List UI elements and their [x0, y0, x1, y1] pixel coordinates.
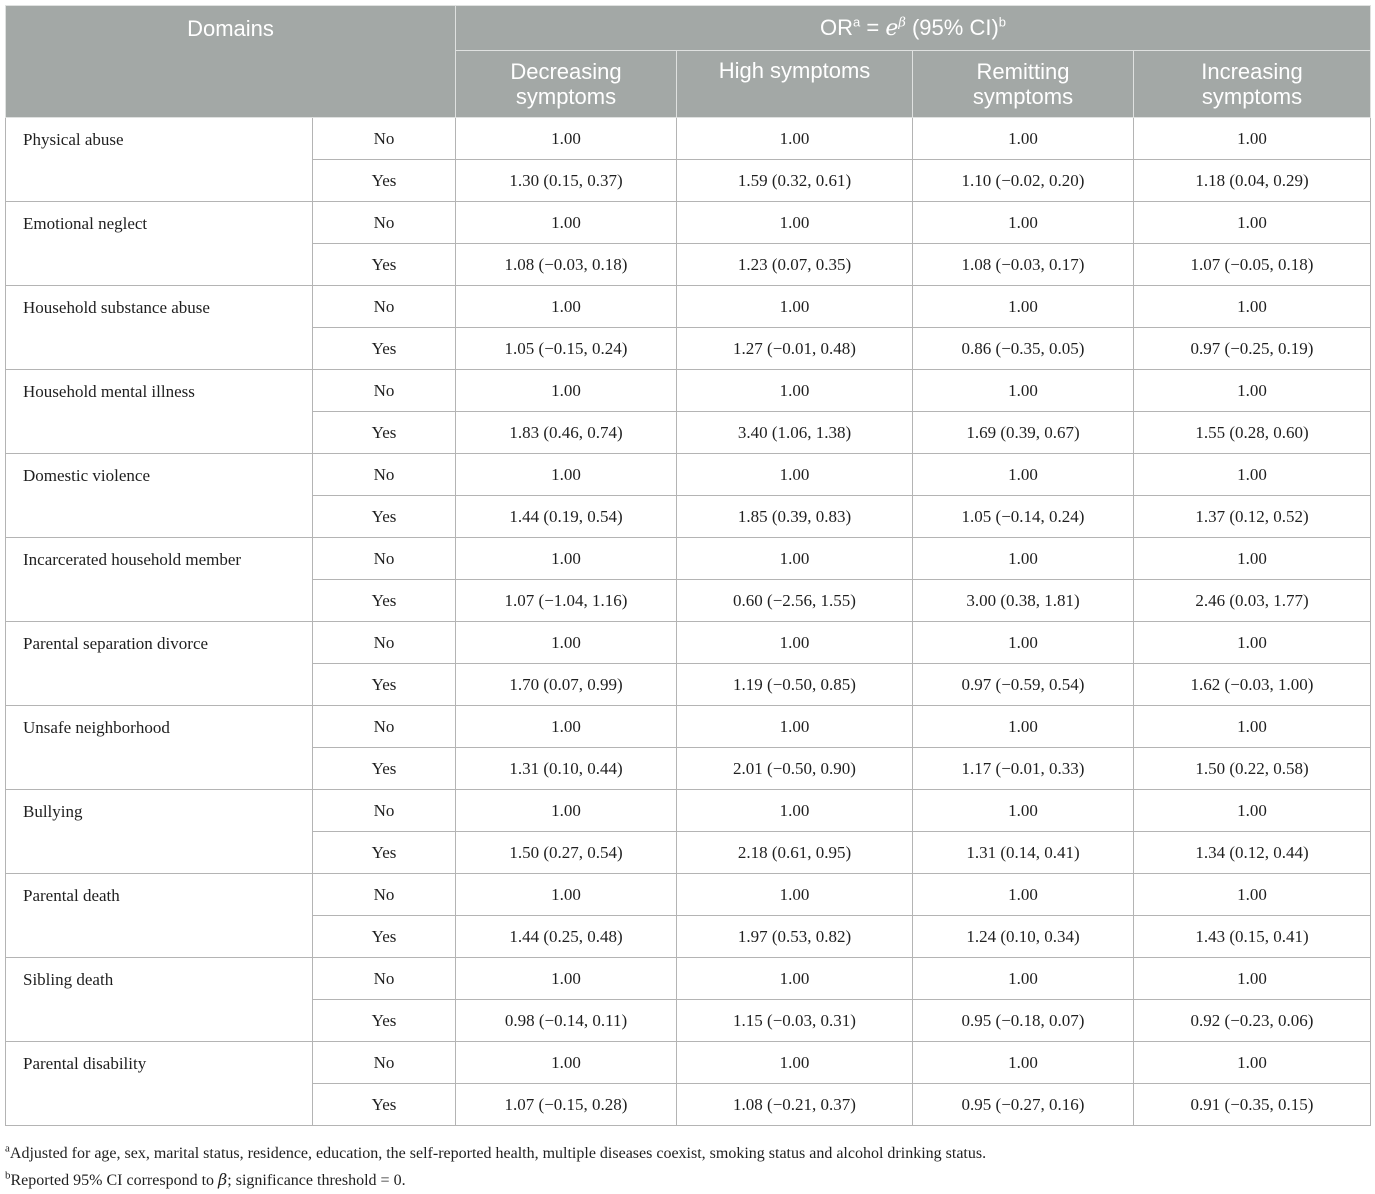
yes-value-cell: 1.97 (0.53, 0.82)	[677, 916, 913, 958]
yes-value-cell: 1.08 (−0.21, 0.37)	[677, 1084, 913, 1126]
no-value-cell: 1.00	[456, 706, 677, 748]
yes-value-cell: 1.23 (0.07, 0.35)	[677, 244, 913, 286]
yes-value-cell: 0.92 (−0.23, 0.06)	[1134, 1000, 1371, 1042]
col-header-decreasing: Decreasing symptoms	[456, 51, 677, 118]
no-value-cell: 1.00	[1134, 622, 1371, 664]
no-value-cell: 1.00	[456, 370, 677, 412]
table-row	[6, 370, 1371, 412]
domain-label: Incarcerated household member	[6, 538, 313, 622]
yes-value-cell: 1.07 (−1.04, 1.16)	[456, 580, 677, 622]
footnote-b-beta: β	[218, 1170, 228, 1189]
odds-ratio-table	[5, 5, 1371, 1126]
yes-value-cell: 1.08 (−0.03, 0.18)	[456, 244, 677, 286]
yes-value-cell: 1.59 (0.32, 0.61)	[677, 160, 913, 202]
no-label: No	[313, 1042, 456, 1084]
no-value-cell: 1.00	[1134, 454, 1371, 496]
yes-value-cell: 1.69 (0.39, 0.67)	[913, 412, 1134, 454]
yes-label: Yes	[313, 664, 456, 706]
no-value-cell: 1.00	[677, 370, 913, 412]
yes-value-cell: 2.18 (0.61, 0.95)	[677, 832, 913, 874]
domain-label: Unsafe neighborhood	[6, 706, 313, 790]
yes-value-cell: 1.10 (−0.02, 0.20)	[913, 160, 1134, 202]
yes-label: Yes	[313, 496, 456, 538]
or-e: e	[885, 16, 899, 41]
table-row	[6, 118, 1371, 160]
no-label: No	[313, 538, 456, 580]
or-footnote-mark-a: a	[853, 14, 861, 30]
or-header	[456, 6, 1371, 51]
or-ci: (95% CI)	[905, 15, 999, 40]
yes-value-cell: 0.95 (−0.18, 0.07)	[913, 1000, 1134, 1042]
domain-label: Emotional neglect	[6, 202, 313, 286]
no-label: No	[313, 286, 456, 328]
yes-value-cell: 1.24 (0.10, 0.34)	[913, 916, 1134, 958]
yes-value-cell: 1.31 (0.14, 0.41)	[913, 832, 1134, 874]
no-label: No	[313, 370, 456, 412]
yes-value-cell: 1.55 (0.28, 0.60)	[1134, 412, 1371, 454]
yes-value-cell: 1.19 (−0.50, 0.85)	[677, 664, 913, 706]
yes-value-cell: 1.50 (0.27, 0.54)	[456, 832, 677, 874]
yes-label: Yes	[313, 832, 456, 874]
no-value-cell: 1.00	[456, 286, 677, 328]
yes-value-cell: 2.01 (−0.50, 0.90)	[677, 748, 913, 790]
yes-value-cell: 0.60 (−2.56, 1.55)	[677, 580, 913, 622]
no-value-cell: 1.00	[1134, 706, 1371, 748]
yes-value-cell: 0.86 (−0.35, 0.05)	[913, 328, 1134, 370]
no-value-cell: 1.00	[677, 118, 913, 160]
yes-label: Yes	[313, 1084, 456, 1126]
domain-label: Bullying	[6, 790, 313, 874]
no-value-cell: 1.00	[1134, 874, 1371, 916]
no-value-cell: 1.00	[677, 874, 913, 916]
or-label: OR	[820, 15, 853, 40]
yes-value-cell: 0.91 (−0.35, 0.15)	[1134, 1084, 1371, 1126]
no-label: No	[313, 790, 456, 832]
yes-value-cell: 1.70 (0.07, 0.99)	[456, 664, 677, 706]
yes-value-cell: 1.44 (0.25, 0.48)	[456, 916, 677, 958]
domain-label: Household substance abuse	[6, 286, 313, 370]
yes-value-cell: 0.97 (−0.25, 0.19)	[1134, 328, 1371, 370]
yes-value-cell: 1.08 (−0.03, 0.17)	[913, 244, 1134, 286]
no-value-cell: 1.00	[1134, 118, 1371, 160]
yes-value-cell: 1.18 (0.04, 0.29)	[1134, 160, 1371, 202]
no-value-cell: 1.00	[913, 454, 1134, 496]
no-value-cell: 1.00	[456, 874, 677, 916]
no-value-cell: 1.00	[1134, 370, 1371, 412]
yes-value-cell: 1.27 (−0.01, 0.48)	[677, 328, 913, 370]
col-header-increasing: Increasing symptoms	[1134, 51, 1371, 118]
table-row	[6, 538, 1371, 580]
no-value-cell: 1.00	[913, 370, 1134, 412]
or-beta: β	[898, 15, 906, 31]
yes-value-cell: 1.05 (−0.15, 0.24)	[456, 328, 677, 370]
no-value-cell: 1.00	[913, 202, 1134, 244]
table-row	[6, 790, 1371, 832]
table-row	[6, 454, 1371, 496]
no-value-cell: 1.00	[677, 202, 913, 244]
no-value-cell: 1.00	[1134, 790, 1371, 832]
yes-value-cell: 1.15 (−0.03, 0.31)	[677, 1000, 913, 1042]
yes-value-cell: 1.83 (0.46, 0.74)	[456, 412, 677, 454]
domain-label: Domestic violence	[6, 454, 313, 538]
domain-label: Sibling death	[6, 958, 313, 1042]
footnote-a-text: Adjusted for age, sex, marital status, residence, education, the self-reported health, multiple diseases coexist, smoking status and alcohol drinking status.	[9, 1145, 987, 1162]
no-label: No	[313, 622, 456, 664]
yes-label: Yes	[313, 244, 456, 286]
no-value-cell: 1.00	[913, 622, 1134, 664]
no-value-cell: 1.00	[456, 118, 677, 160]
yes-value-cell: 1.50 (0.22, 0.58)	[1134, 748, 1371, 790]
no-value-cell: 1.00	[456, 202, 677, 244]
no-value-cell: 1.00	[456, 1042, 677, 1084]
yes-value-cell: 0.97 (−0.59, 0.54)	[913, 664, 1134, 706]
yes-label: Yes	[313, 1000, 456, 1042]
table-row	[6, 622, 1371, 664]
footnote-a	[5, 1142, 987, 1163]
or-footnote-mark-b: b	[998, 14, 1007, 30]
no-value-cell: 1.00	[913, 118, 1134, 160]
no-value-cell: 1.00	[677, 286, 913, 328]
domain-label: Physical abuse	[6, 118, 313, 202]
no-value-cell: 1.00	[677, 538, 913, 580]
footnote-b-text-2: ; significance threshold = 0.	[227, 1172, 406, 1189]
yes-value-cell: 1.43 (0.15, 0.41)	[1134, 916, 1371, 958]
yes-value-cell: 3.40 (1.06, 1.38)	[677, 412, 913, 454]
table-row	[6, 958, 1371, 1000]
domains-header	[6, 6, 456, 118]
table-body	[6, 118, 1371, 1126]
footnote-b	[5, 1170, 406, 1190]
yes-value-cell: 1.44 (0.19, 0.54)	[456, 496, 677, 538]
domains-header-label: Domains	[187, 16, 274, 41]
yes-value-cell: 2.46 (0.03, 1.77)	[1134, 580, 1371, 622]
yes-value-cell: 1.30 (0.15, 0.37)	[456, 160, 677, 202]
yes-label: Yes	[313, 160, 456, 202]
or-equals: =	[860, 15, 886, 40]
no-value-cell: 1.00	[456, 454, 677, 496]
no-value-cell: 1.00	[913, 706, 1134, 748]
no-value-cell: 1.00	[677, 454, 913, 496]
table-row	[6, 706, 1371, 748]
no-value-cell: 1.00	[913, 790, 1134, 832]
no-value-cell: 1.00	[1134, 202, 1371, 244]
col-header-remitting: Remitting symptoms	[913, 51, 1134, 118]
no-value-cell: 1.00	[1134, 958, 1371, 1000]
domain-label: Parental separation divorce	[6, 622, 313, 706]
no-value-cell: 1.00	[456, 958, 677, 1000]
yes-label: Yes	[313, 328, 456, 370]
yes-label: Yes	[313, 412, 456, 454]
table-row	[6, 1042, 1371, 1084]
yes-value-cell: 1.34 (0.12, 0.44)	[1134, 832, 1371, 874]
yes-value-cell: 3.00 (0.38, 1.81)	[913, 580, 1134, 622]
yes-label: Yes	[313, 580, 456, 622]
footnote-a-mark: a	[5, 1142, 10, 1155]
no-value-cell: 1.00	[456, 790, 677, 832]
no-label: No	[313, 874, 456, 916]
no-value-cell: 1.00	[1134, 1042, 1371, 1084]
no-value-cell: 1.00	[913, 538, 1134, 580]
no-value-cell: 1.00	[1134, 286, 1371, 328]
yes-value-cell: 0.98 (−0.14, 0.11)	[456, 1000, 677, 1042]
no-label: No	[313, 706, 456, 748]
domain-label: Parental disability	[6, 1042, 313, 1126]
yes-value-cell: 1.31 (0.10, 0.44)	[456, 748, 677, 790]
no-value-cell: 1.00	[456, 538, 677, 580]
table-row	[6, 874, 1371, 916]
no-value-cell: 1.00	[913, 286, 1134, 328]
no-label: No	[313, 958, 456, 1000]
col-header-high: High symptoms	[677, 51, 913, 118]
no-value-cell: 1.00	[677, 958, 913, 1000]
yes-value-cell: 1.62 (−0.03, 1.00)	[1134, 664, 1371, 706]
no-label: No	[313, 118, 456, 160]
footnote-b-mark: b	[5, 1169, 11, 1182]
domain-label: Parental death	[6, 874, 313, 958]
yes-value-cell: 1.17 (−0.01, 0.33)	[913, 748, 1134, 790]
no-value-cell: 1.00	[913, 1042, 1134, 1084]
yes-value-cell: 1.05 (−0.14, 0.24)	[913, 496, 1134, 538]
no-value-cell: 1.00	[1134, 538, 1371, 580]
no-label: No	[313, 202, 456, 244]
yes-value-cell: 1.37 (0.12, 0.52)	[1134, 496, 1371, 538]
domain-label: Household mental illness	[6, 370, 313, 454]
yes-label: Yes	[313, 748, 456, 790]
yes-value-cell: 1.07 (−0.05, 0.18)	[1134, 244, 1371, 286]
no-value-cell: 1.00	[677, 1042, 913, 1084]
table-row	[6, 286, 1371, 328]
yes-label: Yes	[313, 916, 456, 958]
no-value-cell: 1.00	[677, 622, 913, 664]
table-row	[6, 202, 1371, 244]
no-value-cell: 1.00	[677, 790, 913, 832]
no-value-cell: 1.00	[913, 958, 1134, 1000]
yes-value-cell: 1.85 (0.39, 0.83)	[677, 496, 913, 538]
no-value-cell: 1.00	[456, 622, 677, 664]
yes-value-cell: 0.95 (−0.27, 0.16)	[913, 1084, 1134, 1126]
no-label: No	[313, 454, 456, 496]
footnote-b-text-1: Reported 95% CI correspond to	[10, 1172, 219, 1189]
no-value-cell: 1.00	[913, 874, 1134, 916]
yes-value-cell: 1.07 (−0.15, 0.28)	[456, 1084, 677, 1126]
no-value-cell: 1.00	[677, 706, 913, 748]
